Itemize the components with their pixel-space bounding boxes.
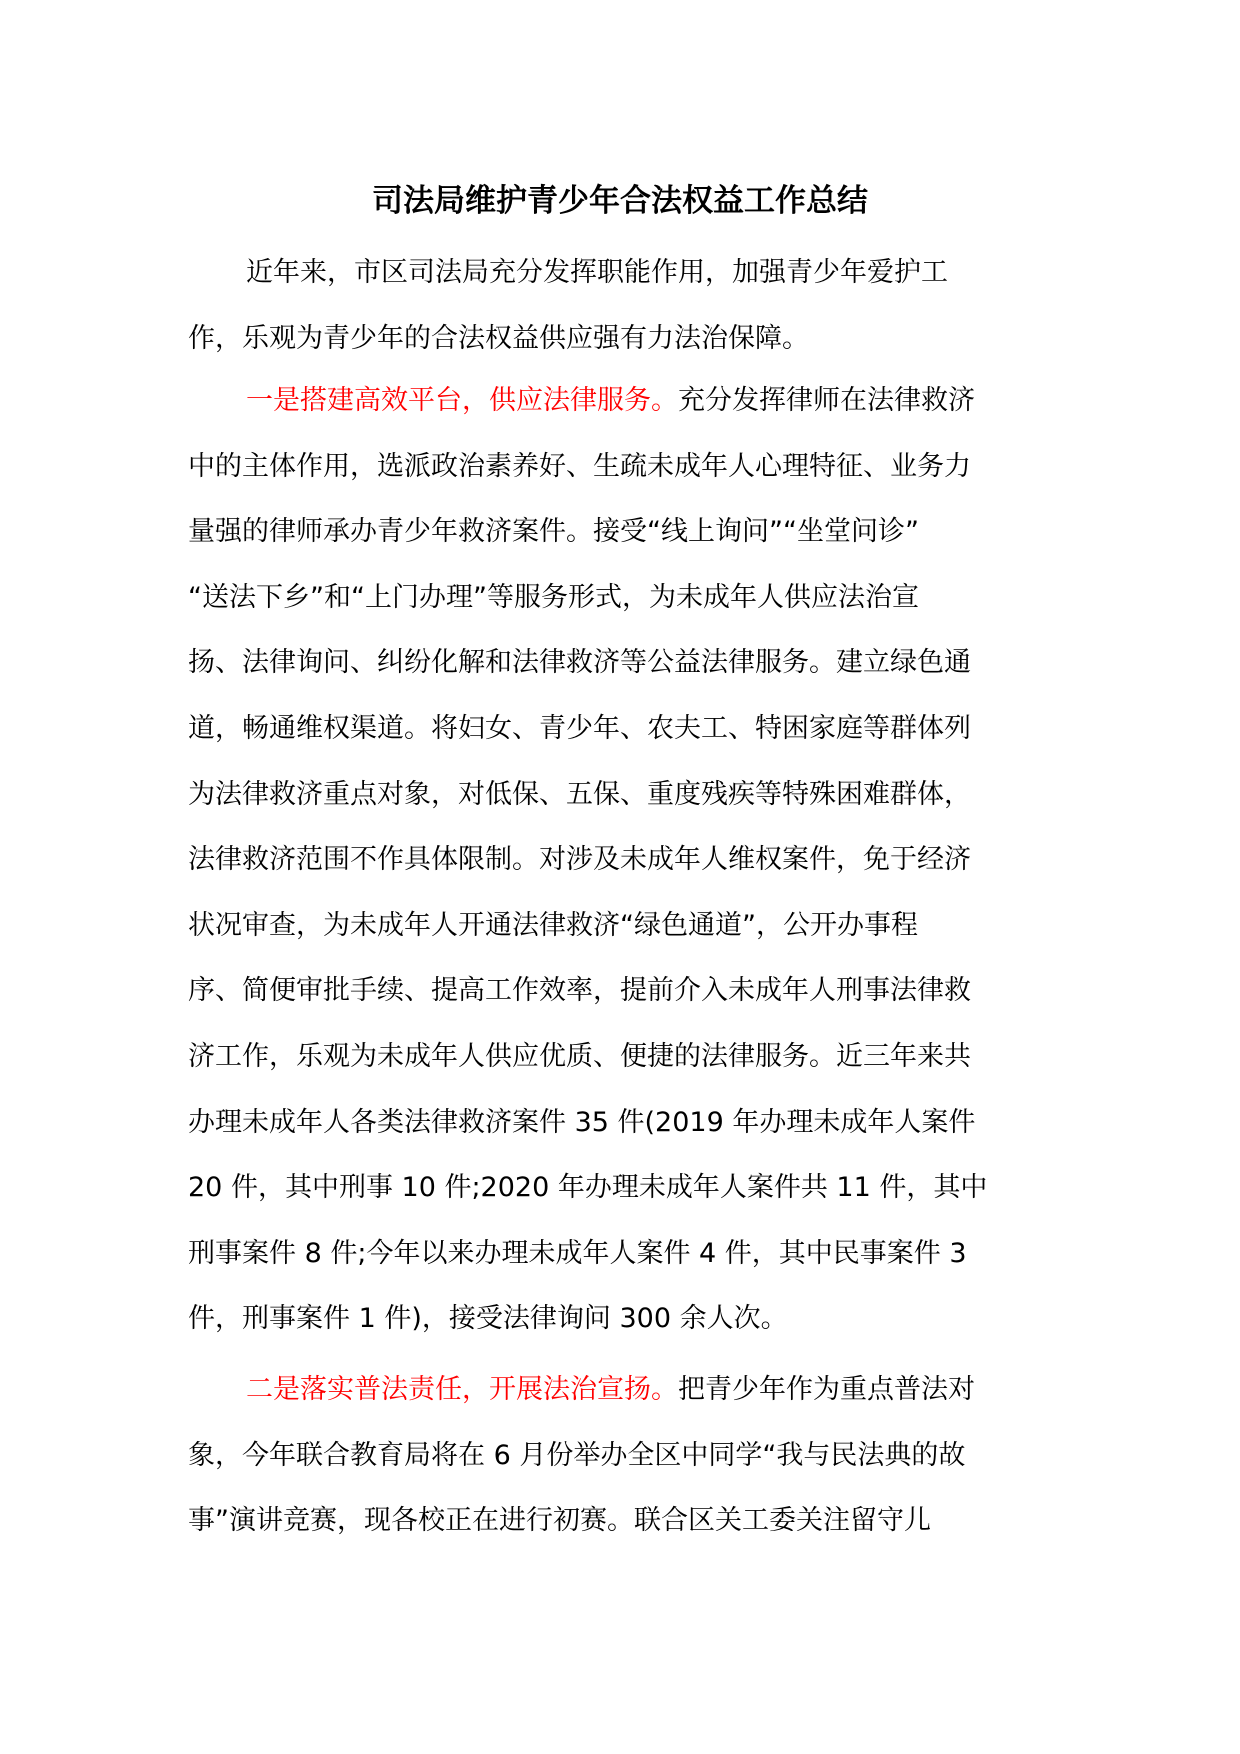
- paragraph-line: 20 件，其中刑事 10 件;2020 年办理未成年人案件共 11 件，其中: [188, 1172, 988, 1204]
- paragraph-first-line: [188, 368, 1036, 434]
- paragraph-line: 状况审查，为未成年人开通法律救济“绿色通道”，公开办事程: [188, 909, 918, 941]
- paragraph-line: 法律救济范围不作具体限制。对涉及未成年人维权案件，免于经济: [188, 844, 971, 876]
- paragraph-line: 事”演讲竞赛，现各校正在进行初赛。联合区关工委关注留守儿: [188, 1505, 931, 1537]
- paragraph-line: 办理未成年人各类法律救济案件 35 件(2019 年办理未成年人案件: [188, 1106, 976, 1138]
- paragraph-line: 为法律救济重点对象，对低保、五保、重度残疾等特殊困难群体，: [188, 778, 971, 810]
- paragraph-intro: [188, 240, 1036, 371]
- paragraph-line: 件，刑事案件 1 件)，接受法律询问 300 余人次。: [188, 1303, 788, 1335]
- section-heading-legal-publicity: 二是落实普法责任，开展法治宣扬。: [246, 1374, 678, 1405]
- paragraph-first-line: [188, 1357, 1036, 1423]
- paragraph-line: 序、简便审批手续、提高工作效率，提前介入未成年人刑事法律救: [188, 975, 971, 1007]
- paragraph-line: 济工作，乐观为未成年人供应优质、便捷的法律服务。近三年来共: [188, 1040, 971, 1072]
- paragraph-legal-services: [188, 368, 1036, 1352]
- paragraph-line: 近年来，市区司法局充分发挥职能作用，加强青少年爱护工: [246, 257, 948, 288]
- paragraph-line: 作，乐观为青少年的合法权益供应强有力法治保障。: [188, 322, 809, 354]
- paragraph-line: 刑事案件 8 件;今年以来办理未成年人案件 4 件，其中民事案件 3: [188, 1237, 967, 1269]
- paragraph-line: 扬、法律询问、纠纷化解和法律救济等公益法律服务。建立绿色通: [188, 647, 971, 679]
- paragraph-line-rest: 把青少年作为重点普法对: [678, 1374, 975, 1405]
- paragraph-line: 道，畅通维权渠道。将妇女、青少年、农夫工、特困家庭等群体列: [188, 712, 971, 744]
- paragraph-line: 象，今年联合教育局将在 6 月份举办全区中同学“我与民法典的故: [188, 1439, 966, 1471]
- section-heading-legal-services: 一是搭建高效平台，供应法律服务。: [246, 385, 678, 416]
- paragraph-line-rest: 充分发挥律师在法律救济: [678, 385, 975, 416]
- paragraph-line: 中的主体作用，选派政治素养好、生疏未成年人心理特征、业务力: [188, 450, 971, 482]
- document-title: 司法局维护青少年合法权益工作总结: [372, 183, 868, 219]
- paragraph-line: 量强的律师承办青少年救济案件。接受“线上询问”“坐堂问诊”: [188, 516, 919, 548]
- paragraph-legal-publicity: [188, 1357, 1036, 1554]
- paragraph-line: “送法下乡”和“上门办理”等服务形式，为未成年人供应法治宣: [188, 581, 919, 613]
